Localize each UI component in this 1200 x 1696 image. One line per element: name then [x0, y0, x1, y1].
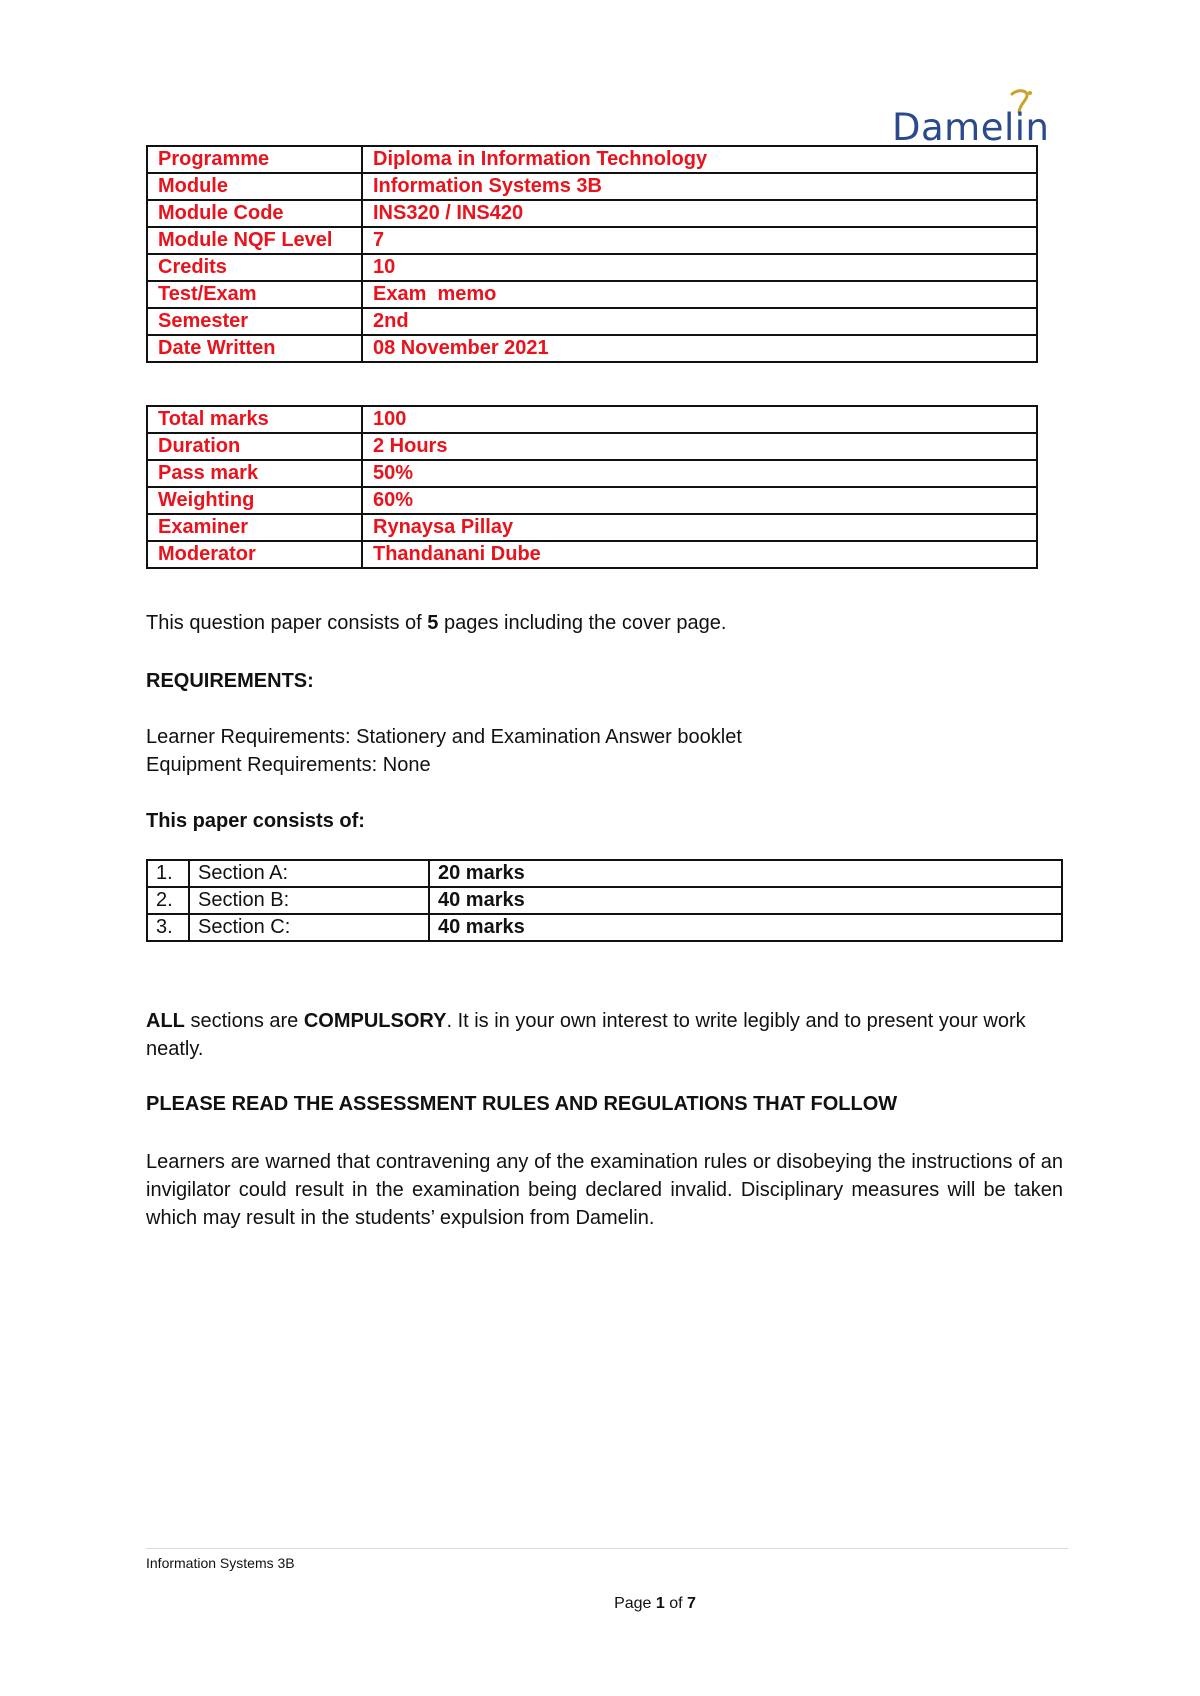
info-value: 08 November 2021 — [362, 335, 1037, 362]
section-number: 3. — [147, 914, 189, 941]
equipment-requirements: Equipment Requirements: None — [146, 754, 431, 776]
info-key: Duration — [147, 433, 362, 460]
table-row — [147, 541, 1037, 568]
info-value: 2 Hours — [362, 433, 1037, 460]
requirements-heading: REQUIREMENTS: — [146, 670, 314, 692]
rules-heading: PLEASE READ THE ASSESSMENT RULES AND REGULATIONS THAT FOLLOW — [146, 1093, 898, 1115]
info-value: Information Systems 3B — [362, 173, 1037, 200]
table-row — [147, 146, 1037, 173]
footer-divider — [146, 1548, 1068, 1549]
pages-note-text: pages including the cover page. — [438, 612, 727, 634]
sections-table — [146, 859, 1063, 942]
table-row — [147, 406, 1037, 433]
compulsory-text: . It is in your own interest to write legibly and to present your work neatly. — [146, 1010, 1026, 1060]
info-key: Examiner — [147, 514, 362, 541]
section-marks: 40 marks — [429, 887, 1062, 914]
info-key: Module — [147, 173, 362, 200]
info-value: 7 — [362, 227, 1037, 254]
table-row — [147, 254, 1037, 281]
info-value: INS320 / INS420 — [362, 200, 1037, 227]
logo-text: Damelin — [892, 106, 1050, 149]
info-key: Credits — [147, 254, 362, 281]
table-row — [147, 227, 1037, 254]
compulsory-word: COMPULSORY — [303, 1010, 447, 1032]
section-marks: 20 marks — [429, 860, 1062, 887]
info-value: Exam memo — [362, 281, 1037, 308]
info-key: Test/Exam — [147, 281, 362, 308]
section-name: Section C: — [189, 914, 429, 941]
info-value: 50% — [362, 460, 1037, 487]
info-key: Date Written — [147, 335, 362, 362]
exam-info-table — [146, 405, 1038, 569]
info-value: 10 — [362, 254, 1037, 281]
section-name: Section B: — [189, 887, 429, 914]
pages-count: 5 — [427, 612, 439, 634]
compulsory-all: ALL — [146, 1010, 185, 1032]
table-row — [147, 487, 1037, 514]
table-row — [147, 860, 1062, 887]
info-key: Module NQF Level — [147, 227, 362, 254]
pages-note-text: This question paper consists of — [146, 612, 428, 634]
page-number — [0, 1595, 1200, 1613]
table-row — [147, 887, 1062, 914]
section-number: 1. — [147, 860, 189, 887]
table-row — [147, 914, 1062, 941]
damelin-logo — [890, 88, 1050, 148]
section-marks: 40 marks — [429, 914, 1062, 941]
table-row — [147, 460, 1037, 487]
table-row — [147, 281, 1037, 308]
info-key: Programme — [147, 146, 362, 173]
table-row — [147, 308, 1037, 335]
info-value: Thandanani Dube — [362, 541, 1037, 568]
section-name: Section A: — [189, 860, 429, 887]
info-key: Total marks — [147, 406, 362, 433]
table-row — [147, 335, 1037, 362]
info-value: 60% — [362, 487, 1037, 514]
compulsory-text: sections are — [184, 1010, 304, 1032]
info-key: Semester — [147, 308, 362, 335]
info-value: 2nd — [362, 308, 1037, 335]
table-row — [147, 173, 1037, 200]
info-value: Rynaysa Pillay — [362, 514, 1037, 541]
table-row — [147, 433, 1037, 460]
module-info-table — [146, 145, 1038, 363]
table-row — [147, 200, 1037, 227]
footer-title: Information Systems 3B — [146, 1555, 295, 1571]
paper-consists-heading: This paper consists of: — [146, 810, 365, 832]
of-label: of — [664, 1595, 688, 1612]
info-key: Pass mark — [147, 460, 362, 487]
info-value: Diploma in Information Technology — [362, 146, 1037, 173]
info-key: Module Code — [147, 200, 362, 227]
warning-paragraph: Learners are warned that contravening any of the examination rules or disobeying the instructions of an invigilator could result in the examination being declared invalid. Disciplinary measures will be taken which may result in the students’ expulsion from Damelin. — [146, 1151, 1063, 1229]
table-row — [147, 514, 1037, 541]
info-key: Moderator — [147, 541, 362, 568]
section-number: 2. — [147, 887, 189, 914]
learner-requirements: Learner Requirements: Stationery and Examination Answer booklet — [146, 726, 742, 748]
total-pages: 7 — [687, 1595, 696, 1612]
info-value: 100 — [362, 406, 1037, 433]
page-label: Page — [614, 1595, 656, 1612]
pages-note — [146, 609, 726, 637]
compulsory-note — [146, 1007, 1063, 1063]
current-page: 1 — [655, 1595, 665, 1612]
info-key: Weighting — [147, 487, 362, 514]
